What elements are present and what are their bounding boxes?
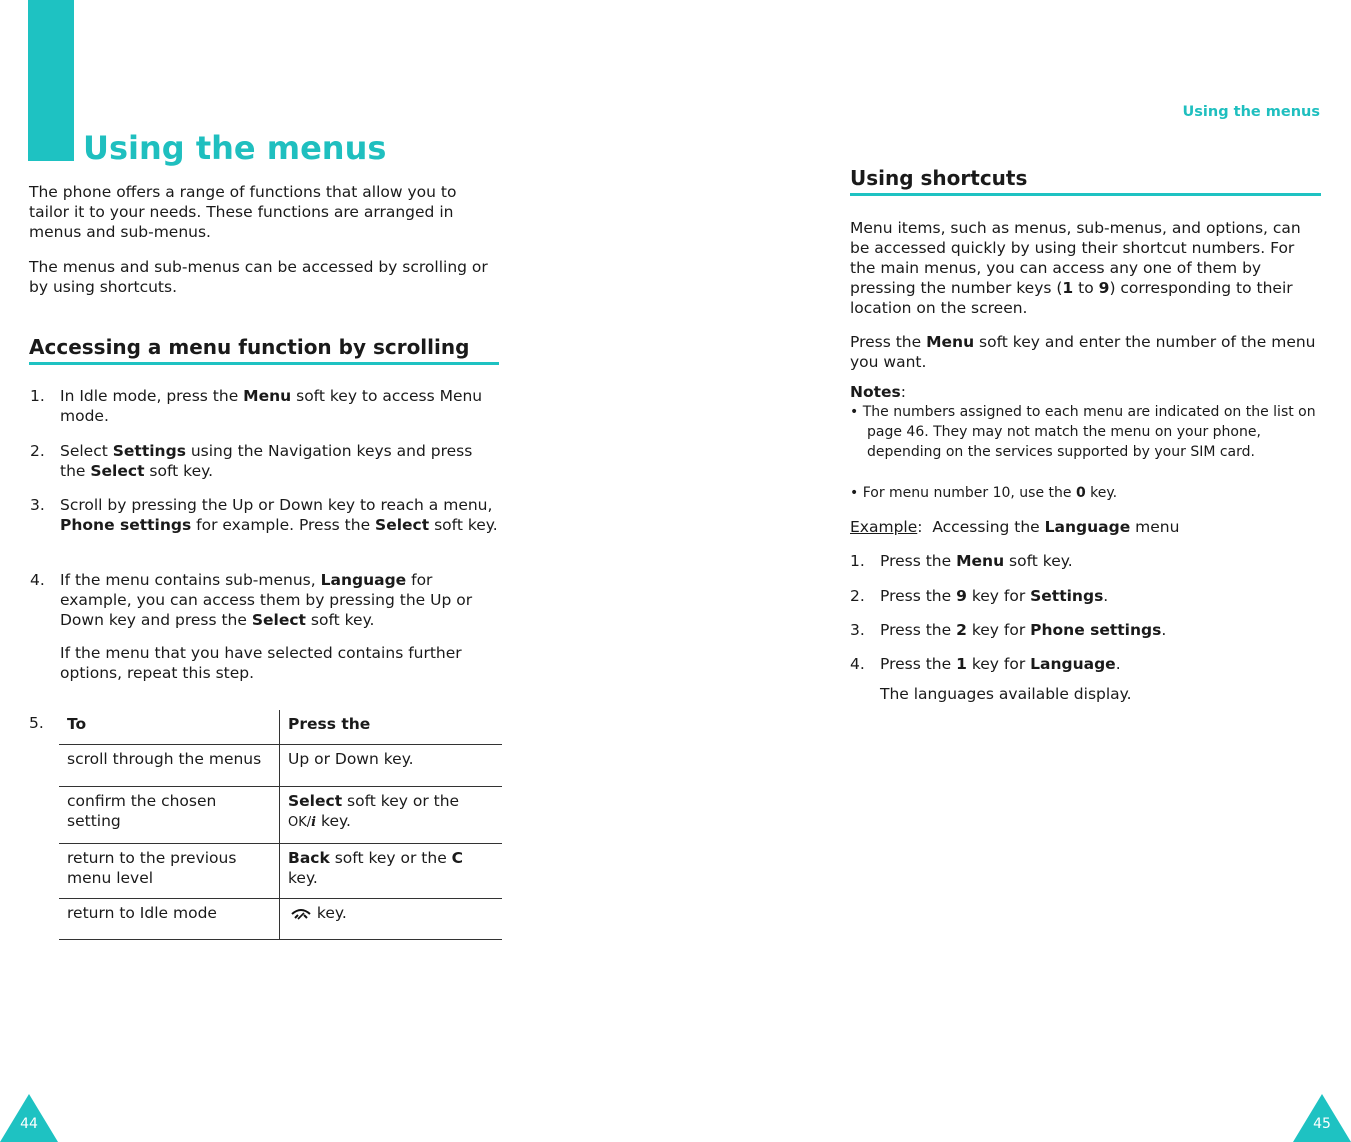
- step-text: for example. Press the: [191, 516, 376, 534]
- step-text: Select: [60, 442, 113, 460]
- step-4-note: If the menu that you have selected contains further options, repeat this step.: [60, 644, 462, 682]
- step-keyword: 1: [956, 655, 967, 673]
- example-text: : Accessing the: [917, 518, 1045, 536]
- step-number: 5.: [29, 714, 44, 732]
- step-keyword: Language: [1030, 655, 1116, 673]
- list-item: [30, 570, 500, 630]
- list-item: [30, 495, 500, 535]
- step-number: 1.: [850, 552, 865, 570]
- note-text: key.: [1085, 485, 1118, 501]
- step-number: 3.: [30, 496, 45, 514]
- list-item: [850, 551, 1073, 571]
- table-cell-key: [280, 899, 503, 940]
- table-row: [59, 745, 502, 787]
- table-row: [59, 787, 502, 844]
- key-text: key.: [316, 812, 351, 830]
- key-text: key.: [312, 904, 347, 922]
- step-text: In Idle mode, press the: [60, 387, 244, 405]
- step-number: 3.: [850, 621, 865, 639]
- shortcuts-paragraph-1: [850, 218, 1321, 318]
- para-keyword: 9: [1098, 279, 1110, 297]
- table-row: [59, 899, 502, 940]
- table-cell-action: return to Idle mode: [59, 899, 280, 940]
- navigation-table: [59, 710, 502, 940]
- step-text: for example, you can access them by pressing the Up or Down key and press the: [60, 571, 473, 629]
- chapter-tab-bar: [28, 0, 74, 161]
- step-text: .: [1115, 655, 1121, 673]
- step-text: key for: [966, 621, 1031, 639]
- notes-label: [850, 382, 906, 402]
- step-text: key for: [966, 587, 1031, 605]
- section-heading-shortcuts: Using shortcuts: [850, 166, 1028, 190]
- page-number: 45: [1313, 1116, 1331, 1132]
- table-cell-action: return to the previous menu level: [59, 844, 280, 899]
- para-keyword: Menu: [926, 333, 975, 351]
- step-text: soft key.: [144, 462, 214, 480]
- key-keyword: C: [451, 849, 464, 867]
- para-text: to: [1073, 279, 1099, 297]
- para-text: ) corresponding to their location on the screen.: [850, 279, 1293, 317]
- step-text: key for: [966, 655, 1031, 673]
- key-keyword: Select: [288, 792, 343, 810]
- note-keyword: 0: [1075, 485, 1086, 501]
- step-keyword: 2: [956, 621, 967, 639]
- para-keyword: 1: [1062, 279, 1074, 297]
- para-text: Press the: [850, 333, 927, 351]
- para-text: Menu items, such as menus, sub-menus, and options, can be accessed quickly by using their shortcut numbers. For the main menus, you can access any one of them by pressing the number keys (: [850, 219, 1301, 297]
- key-text: soft key or the: [342, 792, 460, 810]
- step-text: Press the: [880, 552, 957, 570]
- table-cell-key: [280, 844, 503, 899]
- intro-paragraph-2: The menus and sub-menus can be accessed by scrolling or by using shortcuts.: [29, 258, 488, 296]
- notes-colon: :: [900, 383, 907, 401]
- step-text: Scroll by pressing the Up or Down key to reach a menu,: [60, 496, 493, 514]
- table-header-press: Press the: [280, 710, 503, 745]
- step-text: Press the: [880, 587, 957, 605]
- section-heading-scrolling: Accessing a menu function by scrolling: [29, 335, 470, 359]
- step-text: soft key.: [305, 611, 375, 629]
- section-rule: [29, 362, 499, 365]
- para-text: soft key and enter the number of the menu you want.: [850, 333, 1316, 371]
- page-number: 44: [20, 1116, 38, 1132]
- step-number: 2.: [30, 442, 45, 460]
- list-item: [850, 586, 1109, 606]
- step-keyword: Select: [375, 516, 430, 534]
- step-keyword: Menu: [243, 387, 292, 405]
- step-keyword: 9: [956, 587, 967, 605]
- section-rule: [850, 193, 1321, 196]
- ok-info-icon: OK/i: [288, 815, 317, 830]
- step-text: .: [1103, 587, 1109, 605]
- step-number: 2.: [850, 587, 865, 605]
- step-keyword: Settings: [1030, 587, 1104, 605]
- step-keyword: Select: [251, 611, 306, 629]
- step-number: 4.: [30, 571, 45, 589]
- step-text: soft key.: [1004, 552, 1073, 570]
- step-keyword: Language: [320, 571, 407, 589]
- example-label: Example: [850, 518, 918, 536]
- ok-icon-label: OK/: [288, 815, 312, 830]
- page-number-badge-left: [0, 1094, 58, 1142]
- step-text: If the menu contains sub-menus,: [60, 571, 321, 589]
- table-cell-action: confirm the chosen setting: [59, 787, 280, 844]
- step-keyword: Select: [90, 462, 145, 480]
- step-text: Press the: [880, 621, 957, 639]
- page-number-badge-right: [1293, 1094, 1351, 1142]
- list-item: [30, 386, 500, 426]
- running-header: Using the menus: [1182, 104, 1320, 120]
- key-keyword: Back: [288, 849, 330, 867]
- table-cell-key: [280, 745, 503, 787]
- table-header-to: To: [59, 710, 280, 745]
- key-text: soft key or the: [329, 849, 452, 867]
- step-keyword: Settings: [112, 442, 186, 460]
- step-keyword: Phone settings: [60, 516, 192, 534]
- step-number: 1.: [30, 387, 45, 405]
- step-4-note: The languages available display.: [880, 685, 1132, 703]
- example-line: [850, 517, 1179, 537]
- step-text: soft key.: [429, 516, 498, 534]
- step-keyword: Menu: [956, 552, 1005, 570]
- end-call-icon: [290, 905, 312, 926]
- table-row: [59, 844, 502, 899]
- example-keyword: Language: [1044, 518, 1131, 536]
- list-item: [30, 441, 500, 481]
- list-item: [850, 654, 1121, 674]
- table-cell-key: [280, 787, 503, 844]
- key-text: key.: [288, 869, 318, 887]
- note-item: • The numbers assigned to each menu are indicated on the list on page 46. They may not match the menu on your phone, depending on the services supported by your SIM card.: [850, 404, 1316, 460]
- step-text: .: [1161, 621, 1167, 639]
- note-text: • For menu number 10, use the: [850, 485, 1076, 501]
- note-item: [850, 483, 1321, 503]
- shortcuts-paragraph-2: [850, 332, 1321, 372]
- key-text: Up or Down key.: [288, 750, 414, 768]
- step-text: using the Navigation keys and press the: [60, 442, 473, 480]
- example-text: menu: [1130, 518, 1180, 536]
- step-text: Press the: [880, 655, 957, 673]
- notes-label-text: Notes: [850, 383, 901, 401]
- step-text: soft key to access Menu mode.: [60, 387, 483, 425]
- list-item: [850, 620, 1167, 640]
- step-keyword: Phone settings: [1030, 621, 1162, 639]
- table-cell-action: scroll through the menus: [59, 745, 280, 787]
- page-title: Using the menus: [83, 129, 387, 167]
- step-number: 4.: [850, 655, 865, 673]
- intro-paragraph-1: The phone offers a range of functions that allow you to tailor it to your needs. These functions are arranged in menus and sub-menus.: [29, 183, 457, 241]
